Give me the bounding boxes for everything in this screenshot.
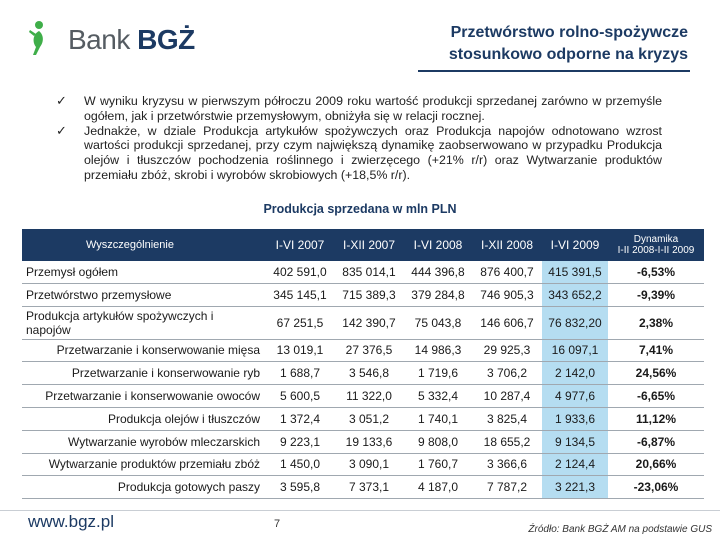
title-underline [418,70,690,72]
value-cell: 5 600,5 [266,385,334,408]
value-cell: 4 187,0 [404,476,472,499]
value-cell: 76 832,20 [542,306,608,339]
value-cell: 27 376,5 [334,339,404,362]
dynamics-cell: 24,56% [608,362,704,385]
value-cell: 5 332,4 [404,385,472,408]
table-row [22,261,704,283]
table-row [22,306,704,339]
value-cell: 835 014,1 [334,261,404,283]
row-label: Przetwórstwo przemysłowe [22,283,266,306]
table-header-row [22,229,704,261]
bullet-text: Jednakże, w dziale Produkcja artykułów spożywczych oraz Produkcja napojów odnotowano wzrost wartości produkcji sprzedanej, przy czym największą dynamikę zaobserwowano w przypadku Produkcja olejów i tłuszczów pochodzenia roślinnego i zwierzęcego (+21% r/r) oraz Wytwarzanie produktów przemiału zbóż, skrobi i wyrobów skrobiowych (+18,5% r/r). [84,123,662,182]
row-label: Przemysł ogółem [22,261,266,283]
value-cell: 16 097,1 [542,339,608,362]
value-cell: 18 655,2 [472,430,542,453]
value-cell: 415 391,5 [542,261,608,283]
value-cell: 4 977,6 [542,385,608,408]
dynamics-cell: -6,53% [608,261,704,283]
value-cell: 142 390,7 [334,306,404,339]
table-row [22,362,704,385]
footer-url-link[interactable]: www.bgz.pl [28,512,114,531]
dynamics-cell: 20,66% [608,453,704,476]
check-icon: ✓ [56,93,67,108]
table-caption: Produkcja sprzedana w mln PLN [263,202,457,216]
value-cell: 7 373,1 [334,476,404,499]
value-cell: 1 688,7 [266,362,334,385]
value-cell: 1 740,1 [404,407,472,430]
value-cell: 345 145,1 [266,283,334,306]
value-cell: 444 396,8 [404,261,472,283]
header-dynamics-line1: Dynamika [633,234,679,245]
value-cell: 343 652,2 [542,283,608,306]
value-cell: 3 595,8 [266,476,334,499]
value-cell: 19 133,6 [334,430,404,453]
row-label: Przetwarzanie i konserwowanie owoców [22,385,266,408]
value-cell: 14 986,3 [404,339,472,362]
header-col: I-VI 2008 [404,229,472,261]
value-cell: 3 051,2 [334,407,404,430]
slide-title-line1: Przetwórstwo rolno-spożywcze [450,24,688,41]
value-cell: 3 825,4 [472,407,542,430]
value-cell: 1 933,6 [542,407,608,430]
header-dynamics-line2: I-II 2008-I-II 2009 [617,245,695,256]
value-cell: 715 389,3 [334,283,404,306]
value-cell: 3 546,8 [334,362,404,385]
value-cell: 67 251,5 [266,306,334,339]
value-cell: 3 221,3 [542,476,608,499]
header-dynamics [608,229,704,261]
value-cell: 379 284,8 [404,283,472,306]
header-col: I-XII 2007 [334,229,404,261]
value-cell: 29 925,3 [472,339,542,362]
table-row [22,407,704,430]
value-cell: 13 019,1 [266,339,334,362]
bullet-item [56,124,662,183]
header-col: I-VI 2009 [542,229,608,261]
slide-title-line2: stosunkowo odporne na kryzys [448,46,688,63]
page-number: 7 [274,518,281,530]
value-cell: 2 124,4 [542,453,608,476]
row-label: Wytwarzanie wyrobów mleczarskich [22,430,266,453]
dynamics-cell: -9,39% [608,283,704,306]
dynamics-cell: -23,06% [608,476,704,499]
value-cell: 2 142,0 [542,362,608,385]
value-cell: 75 043,8 [404,306,472,339]
value-cell: 1 372,4 [266,407,334,430]
value-cell: 746 905,3 [472,283,542,306]
value-cell: 3 706,2 [472,362,542,385]
dynamics-cell: 2,38% [608,306,704,339]
table-row [22,453,704,476]
value-cell: 1 760,7 [404,453,472,476]
value-cell: 11 322,0 [334,385,404,408]
bullet-text: W wyniku kryzysu w pierwszym półroczu 2009 roku wartość produkcji sprzedanej zarówno w przemyśle ogółem, jak i przetwórstwie przemysłowym, obniżyła się w relacji rocznej. [84,94,662,123]
value-cell: 10 287,4 [472,385,542,408]
production-table [22,229,704,499]
source-note: Źródło: Bank BGŻ AM na podstawie GUS [528,524,712,535]
row-label: Produkcja artykułów spożywczych i napojów [22,306,266,339]
value-cell: 1 450,0 [266,453,334,476]
value-cell: 146 606,7 [472,306,542,339]
dynamics-cell: 11,12% [608,407,704,430]
value-cell: 3 366,6 [472,453,542,476]
table-row [22,430,704,453]
check-icon: ✓ [56,122,67,138]
bgz-figure-logo-icon [28,20,50,56]
header-col: I-XII 2008 [472,229,542,261]
value-cell: 3 090,1 [334,453,404,476]
value-cell: 876 400,7 [472,261,542,283]
dynamics-cell: -6,87% [608,430,704,453]
value-cell: 7 787,2 [472,476,542,499]
row-label: Produkcja gotowych paszy [22,476,266,499]
row-label: Wytwarzanie produktów przemiału zbóż [22,453,266,476]
value-cell: 9 223,1 [266,430,334,453]
row-label: Przetwarzanie i konserwowanie mięsa [22,339,266,362]
bullet-list [56,94,662,183]
value-cell: 402 591,0 [266,261,334,283]
value-cell: 1 719,6 [404,362,472,385]
dynamics-cell: 7,41% [608,339,704,362]
slide-title [449,22,688,66]
bullet-item [56,94,662,124]
value-cell: 9 808,0 [404,430,472,453]
value-cell: 9 134,5 [542,430,608,453]
header-col: I-VI 2007 [266,229,334,261]
row-label: Produkcja olejów i tłuszczów [22,407,266,430]
logo-text: Bank BGŻ [68,24,195,55]
header-label: Wyszczególnienie [22,229,266,261]
row-label: Przetwarzanie i konserwowanie ryb [22,362,266,385]
footer-divider [0,510,720,511]
table-row [22,476,704,499]
table-row [22,283,704,306]
dynamics-cell: -6,65% [608,385,704,408]
bank-logo[interactable] [24,20,195,60]
table-row [22,339,704,362]
table-row [22,385,704,408]
